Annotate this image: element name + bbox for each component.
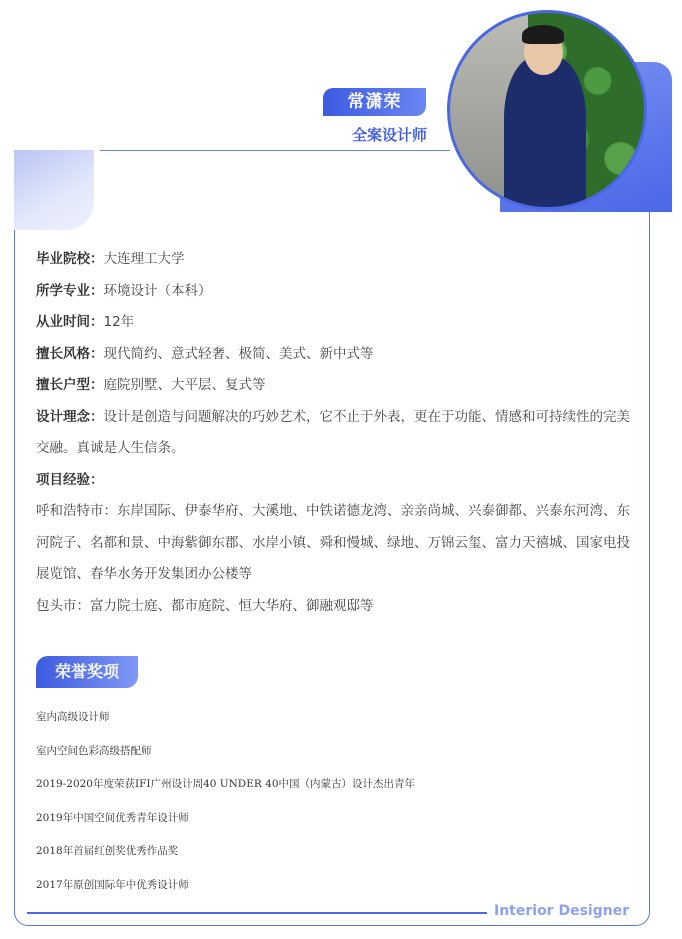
- info-row: 从业时间：12年: [36, 314, 135, 330]
- honor-item: 2017年原创国际年中优秀设计师: [36, 878, 189, 891]
- bottom-divider: [27, 912, 487, 914]
- info-row: 擅长户型：庭院别墅、大平层、复式等: [36, 377, 266, 393]
- footer-tagline: Interior Designer: [494, 903, 630, 919]
- info-row: 设计理念：设计是创造与问题解决的巧妙艺术，它不止于外表，更在于功能、情感和可持续性的完美交融。真诚是人生信条。: [36, 408, 630, 456]
- honor-item: 2019年中国空间优秀青年设计师: [36, 811, 189, 824]
- project-text: 呼和浩特市：东岸国际、伊泰华府、大溪地、中铁诺德龙湾、亲亲尚城、兴泰御都、兴泰东河湾、东河院子、名都和景、中海紫御东郡、水岸小镇、舜和慢城、绿地、万锦云玺、富力天禧城、国家电投展览馆、春华水务开发集团办公楼等: [36, 503, 630, 582]
- top-divider: [100, 150, 450, 151]
- profile-info: [36, 244, 636, 622]
- honor-item: 2018年首届红创奖优秀作品奖: [36, 845, 179, 857]
- info-row: 项目经验：: [36, 471, 104, 488]
- honor-item: 室内空间色彩高级搭配师: [36, 744, 152, 757]
- designer-role: 全案设计师: [351, 126, 427, 144]
- designer-photo: [447, 10, 647, 210]
- honors-list: [36, 703, 636, 904]
- project-text: 包头市：富力院士庭、都市庭院、恒大华府、御融观邸等: [36, 597, 374, 614]
- designer-name: 常潇荣: [323, 88, 426, 116]
- info-row: 毕业院校：大连理工大学: [36, 251, 185, 267]
- info-row: 所学专业：环境设计（本科）: [36, 282, 212, 299]
- honor-item: 室内高级设计师: [36, 711, 110, 723]
- corner-decoration: [14, 150, 94, 230]
- info-row: 擅长风格：现代简约、意式轻奢、极简、美式、新中式等: [36, 345, 374, 362]
- honor-item: 2019-2020年度荣获IFI广州设计周40 UNDER 40中国（内蒙古）设计杰出青年: [36, 778, 415, 790]
- honors-title: 荣誉奖项: [36, 656, 138, 688]
